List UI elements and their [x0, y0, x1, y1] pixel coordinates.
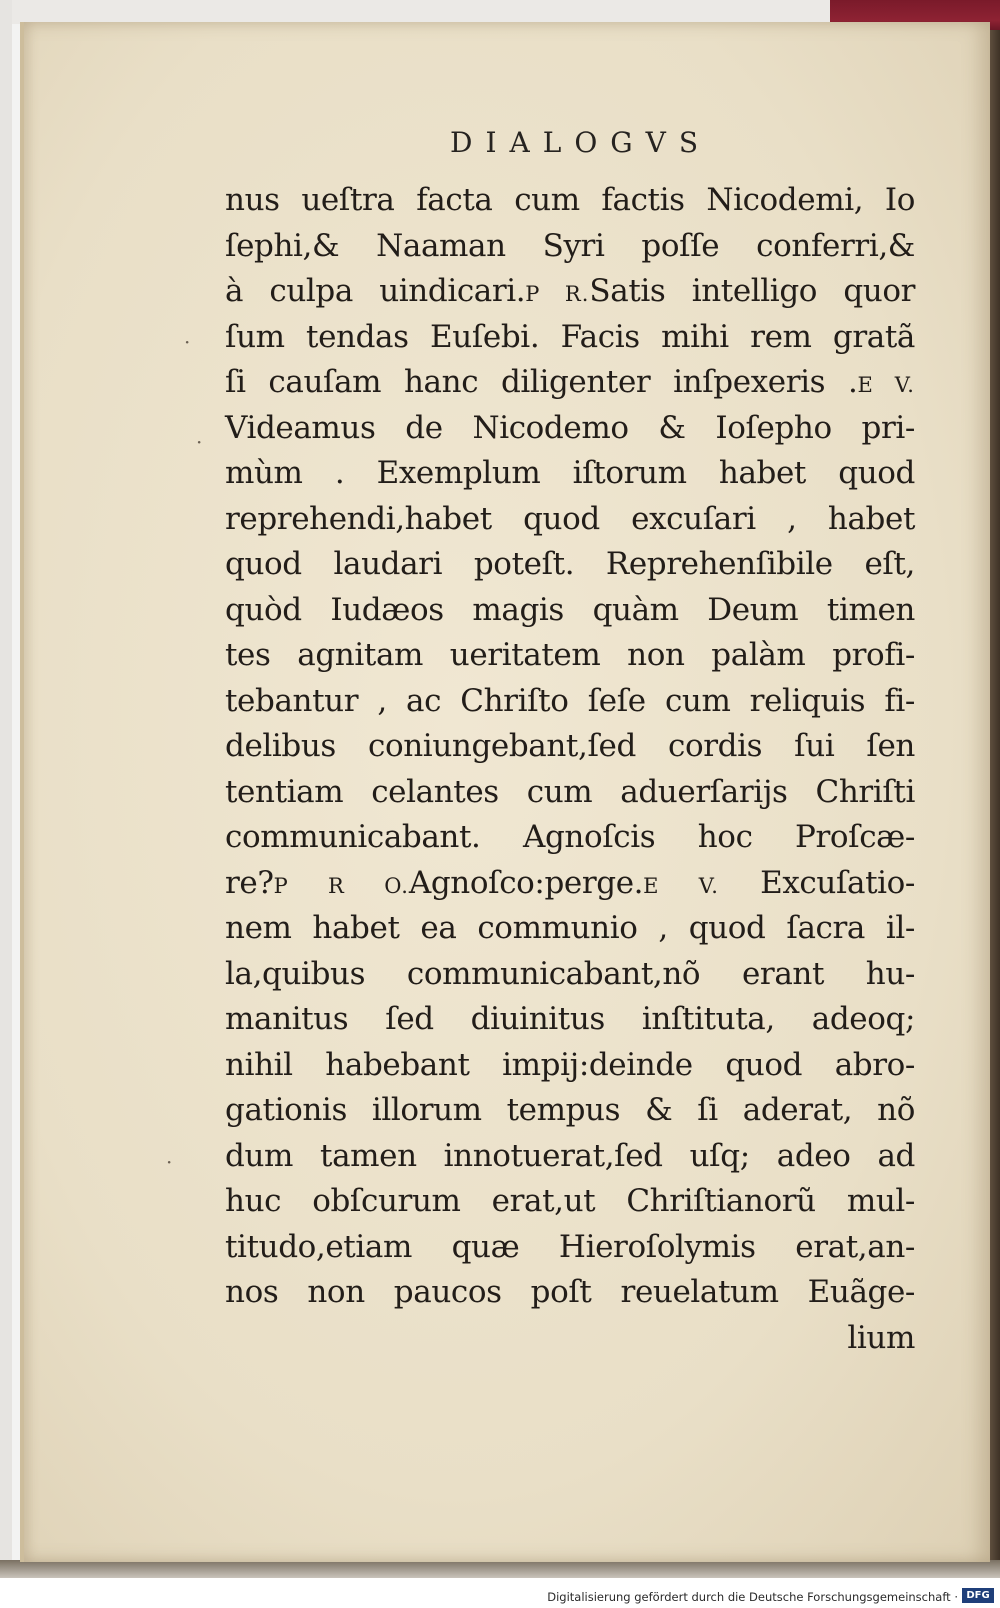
text-segment: nus ueſtra facta cum factis Nicodemi, Io: [225, 182, 915, 218]
text-segment: Excuſatio-: [718, 864, 916, 901]
margin-mark: ·: [166, 1150, 173, 1174]
text-segment: ſum tendas Euſebi. Facis mihi rem gratã: [225, 318, 915, 355]
text-line: [225, 224, 915, 270]
running-head: DIALOGVS: [450, 126, 712, 159]
text-segment: Satis intelligo quor: [589, 273, 916, 309]
dfg-logo: DFG: [962, 1588, 994, 1603]
text-line: [225, 770, 915, 816]
text-line: [225, 952, 915, 998]
text-segment: reprehendi,habet quod excuſari , habet: [225, 500, 915, 537]
text-segment: ſephi,& Naaman Syri poſſe conferri,&: [225, 227, 915, 264]
text-segment: Videamus de Nicodemo & Ioſepho pri-: [225, 409, 915, 446]
text-line: [225, 178, 915, 224]
text-segment: communicabant. Agnoſcis hoc Proſcæ-: [225, 819, 915, 855]
text-segment: tebantur , ac Chriſto ſeſe cum reliquis fi-: [225, 682, 915, 719]
speaker-abbreviation: E V.: [857, 373, 915, 397]
text-line: [225, 1225, 915, 1271]
text-line: [225, 406, 915, 452]
text-segment: la,quibus communicabant,nõ erant hu-: [225, 955, 915, 992]
page-bottom-shadow: [0, 1560, 1000, 1578]
text-segment: nem habet ea communio , quod ſacra il-: [225, 910, 915, 946]
text-line: [225, 679, 915, 725]
text-line: [225, 1270, 915, 1316]
text-segment: dum tamen innotuerat,ſed uſq; adeo ad: [225, 1137, 915, 1174]
margin-mark: ·: [184, 330, 191, 354]
text-line: [225, 360, 915, 406]
text-line: [225, 542, 915, 588]
digitization-credit: Digitalisierung gefördert durch die Deutsche Forschungsgemeinschaft ·: [547, 1590, 958, 1604]
text-segment: Agnoſco:perge.: [408, 864, 644, 901]
speaker-abbreviation: P R.: [525, 282, 590, 306]
text-segment: quod laudari poteſt. Reprehenſibile eſt,: [225, 546, 915, 582]
text-line: [225, 497, 915, 543]
text-line: [225, 906, 915, 952]
text-line: [225, 633, 915, 679]
text-segment: titudo,etiam quæ Hieroſolymis erat,an-: [225, 1228, 915, 1265]
text-line: [225, 997, 915, 1043]
text-segment: à culpa uindicari.: [225, 273, 526, 309]
text-segment: ſi cauſam hanc diligenter inſpexeris .: [225, 364, 858, 400]
text-line: [225, 724, 915, 770]
text-segment: nihil habebant impiј:deinde quod abro-: [225, 1046, 915, 1083]
text-segment: lium: [847, 1319, 915, 1356]
speaker-abbreviation: P R O.: [273, 873, 409, 898]
text-line: [225, 1134, 915, 1180]
scan-left-edge: [0, 0, 12, 1608]
text-segment: nos non paucos poſt reuelatum Euãge-: [225, 1274, 915, 1310]
margin-mark: ·: [196, 430, 203, 454]
text-line: [225, 1179, 915, 1225]
text-line: [225, 861, 915, 907]
text-line: [225, 269, 915, 315]
text-segment: gationis illorum tempus & ſi aderat, nõ: [225, 1092, 915, 1128]
text-segment: mùm . Exemplum iſtorum habet quod: [225, 455, 915, 491]
text-segment: manitus ſed diuinitus inſtituta, adeoq;: [225, 1001, 915, 1037]
text-line: [225, 1088, 915, 1134]
text-line: [225, 315, 915, 361]
text-segment: tentiam celantes cum aduerſariјs Chriſti: [225, 773, 915, 810]
text-line: [225, 1043, 915, 1089]
text-line: [225, 1316, 915, 1362]
text-line: [225, 451, 915, 497]
text-segment: quòd Iudæos magis quàm Deum timen: [225, 591, 915, 628]
text-line: [225, 815, 915, 861]
body-text: [225, 178, 915, 1361]
text-segment: delibus coniungebant,ſed cordis ſui ſen: [225, 728, 915, 764]
text-line: [225, 588, 915, 634]
text-segment: re?: [225, 864, 274, 901]
text-segment: tes agnitam ueritatem non palàm profi-: [225, 637, 915, 673]
text-segment: huc obſcurum erat,ut Chriſtianorũ mul-: [225, 1183, 915, 1219]
speaker-abbreviation: E V.: [643, 873, 719, 898]
